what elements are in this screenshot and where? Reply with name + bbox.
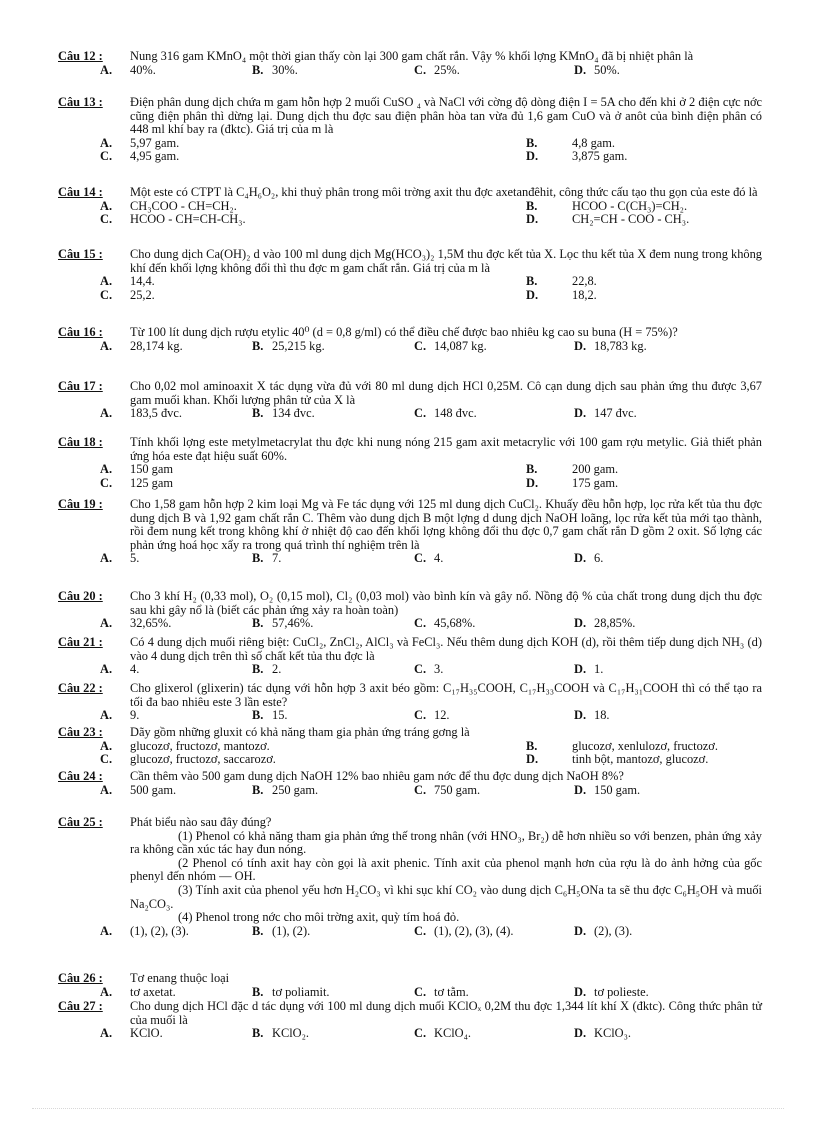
option-text: 15. xyxy=(272,708,288,723)
question-number: Câu 14 : xyxy=(58,185,103,199)
option-text: 14,087 kg. xyxy=(434,338,487,353)
option-text: 3. xyxy=(434,662,444,677)
option-text: 50%. xyxy=(594,62,620,77)
question-number: Câu 20 : xyxy=(58,589,103,603)
answer-option[interactable] xyxy=(574,64,762,78)
option-letter: C. xyxy=(414,782,427,797)
option-text: 18,783 kg. xyxy=(594,338,647,353)
answer-option[interactable] xyxy=(58,137,410,151)
option-letter: B. xyxy=(252,1026,264,1041)
answer-option[interactable] xyxy=(252,986,410,1000)
answer-option[interactable] xyxy=(414,617,586,631)
option-letter: A. xyxy=(100,135,113,150)
option-text: tơ axetat. xyxy=(130,984,176,999)
question-block xyxy=(58,380,762,421)
answer-options xyxy=(58,740,762,767)
answer-option[interactable] xyxy=(58,986,234,1000)
answer-option[interactable] xyxy=(58,784,234,798)
option-letter: A. xyxy=(100,616,113,631)
answer-options xyxy=(58,784,762,798)
option-text: HCOO - C(CH₃)=CH₂. xyxy=(572,198,688,213)
question-block xyxy=(58,682,762,723)
answer-options xyxy=(58,64,762,78)
answer-option[interactable] xyxy=(414,340,586,354)
option-text: 4,95 gam. xyxy=(130,149,180,164)
option-letter: B. xyxy=(526,135,538,150)
option-letter: C. xyxy=(100,149,113,164)
option-letter: D. xyxy=(526,752,539,767)
option-letter: B. xyxy=(252,708,264,723)
option-text: tinh bột, mantozơ, glucozơ. xyxy=(572,752,709,767)
option-text: 40%. xyxy=(130,62,156,77)
answer-option[interactable] xyxy=(58,1027,234,1041)
answer-option[interactable] xyxy=(574,340,762,354)
option-letter: B. xyxy=(252,984,264,999)
option-text: 4. xyxy=(130,662,140,677)
answer-option[interactable] xyxy=(252,552,410,566)
option-text: 12. xyxy=(434,708,450,723)
answer-option[interactable] xyxy=(58,200,410,214)
option-text: 32,65%. xyxy=(130,616,172,631)
answer-options xyxy=(58,709,762,723)
option-letter: D. xyxy=(574,662,587,677)
option-letter: C. xyxy=(414,338,427,353)
answer-option[interactable] xyxy=(252,784,410,798)
answer-option[interactable] xyxy=(526,477,762,491)
option-text: KClO₄. xyxy=(434,1026,472,1041)
option-text: 6. xyxy=(594,551,604,566)
answer-option[interactable] xyxy=(574,986,762,1000)
answer-option[interactable] xyxy=(574,709,762,723)
answer-option[interactable] xyxy=(58,340,234,354)
answer-options xyxy=(58,1027,762,1041)
option-letter: D. xyxy=(574,708,587,723)
option-text: 175 gam. xyxy=(572,475,619,490)
answer-option[interactable] xyxy=(58,709,234,723)
answer-option[interactable] xyxy=(252,663,410,677)
answer-option[interactable] xyxy=(58,740,410,754)
option-letter: A. xyxy=(100,662,113,677)
answer-option[interactable] xyxy=(574,784,762,798)
answer-option[interactable] xyxy=(526,753,762,767)
question-number: Câu 24 : xyxy=(58,769,103,783)
question-block xyxy=(58,248,762,302)
option-letter: D. xyxy=(526,475,539,490)
option-letter: A. xyxy=(100,984,113,999)
option-letter: D. xyxy=(526,212,539,227)
answer-option[interactable] xyxy=(414,925,586,939)
option-letter: B. xyxy=(252,62,264,77)
option-letter: D. xyxy=(574,551,587,566)
option-letter: D. xyxy=(574,406,587,421)
option-letter: B. xyxy=(526,738,538,753)
question-text: Tính khối lợng este metylmetacrylat thu đợc khi nung nóng 215 gam axit metacrylic với 100 gam rợu metylic. Giả thiết phản ứng hóa este đạt hiệu suất 60%. xyxy=(130,435,762,463)
answer-options xyxy=(58,986,762,1000)
question-number: Câu 26 : xyxy=(58,971,103,985)
statement-text: (3) Tính axit của phenol yếu hơn H₂CO₃ vì khi sục khí CO₂ vào dung dịch C₆H₅ONa ta sẽ thu đợc C₆H₅OH và muối Na₂CO₃. xyxy=(130,882,762,911)
question-text: Từ 100 lít dung dịch rượu etylic 40⁰ (d = 0,8 g/ml) có thể điều chế được bao nhiêu kg cao su buna (H = 75%)? xyxy=(130,325,678,339)
option-letter: C. xyxy=(414,406,427,421)
answer-options xyxy=(58,340,762,354)
option-letter: B. xyxy=(252,406,264,421)
option-text: 750 gam. xyxy=(434,782,481,797)
option-letter: D. xyxy=(574,1026,587,1041)
question-text: Cho dung dịch HCl đặc d tác dụng với 100 ml dung dịch muối KClOₓ 0,2M thu đợc 1,344 lít khí X (đktc). Công thức phân tử của muối là xyxy=(130,999,762,1027)
option-text: glucozơ, xenlulozơ, fructozơ. xyxy=(572,738,718,753)
option-letter: D. xyxy=(574,984,587,999)
question-text: Phát biểu nào sau đây đúng? xyxy=(130,815,272,829)
question-text: Có 4 dung dịch muối riêng biệt: CuCl₂, ZnCl₂, AlCl₃ và FeCl₃. Nếu thêm dung dịch KOH (d), rồi thêm tiếp dung dịch NH₃ (d) vào 4 dung dịch trên thì số chất kết tủa thu đợc là xyxy=(130,635,762,663)
statement-text: (4) Phenol trong nớc cho môi trờng axit, quỳ tím hoá đỏ. xyxy=(178,910,460,925)
answer-option[interactable] xyxy=(58,64,234,78)
page-bottom-divider xyxy=(32,1108,784,1109)
question-text: Cho dung dịch Ca(OH)₂ d vào 100 ml dung dịch Mg(HCO₃)₂ 1,5M thu đợc kết tủa X. Lọc thu kết tủa X đem nung trong không khí đến khối lợng không đổi thì thu đợc m gam chất rắn. Giá trị của m là xyxy=(130,247,762,275)
answer-option[interactable] xyxy=(526,150,762,164)
option-text: 134 đvc. xyxy=(272,406,315,421)
option-text: 183,5 đvc. xyxy=(130,406,182,421)
option-text: 148 đvc. xyxy=(434,406,477,421)
option-text: 125 gam xyxy=(130,475,174,490)
question-text: Cho 0,02 mol aminoaxit X tác dụng vừa đủ với 80 ml dung dịch HCl 0,25M. Cô cạn dung dịch sau phản ứng thu được 3,67 gam muối khan. Khối lượng phân tử của X là xyxy=(130,379,762,407)
answer-option[interactable] xyxy=(574,617,762,631)
question-number: Câu 19 : xyxy=(58,497,103,511)
option-letter: A. xyxy=(100,782,113,797)
question-block xyxy=(58,816,762,938)
option-letter: B. xyxy=(526,198,538,213)
option-letter: C. xyxy=(414,551,427,566)
option-letter: C. xyxy=(100,287,113,302)
option-letter: D. xyxy=(574,923,587,938)
option-letter: D. xyxy=(526,287,539,302)
option-text: tơ poliamit. xyxy=(272,984,330,999)
question-text: Cần thêm vào 500 gam dung dịch NaOH 12% bao nhiêu gam nớc để thu đợc dung dịch NaOH 8%? xyxy=(130,769,624,783)
option-letter: C. xyxy=(414,1026,427,1041)
question-block xyxy=(58,96,762,164)
answer-option[interactable] xyxy=(58,463,410,477)
answer-option[interactable] xyxy=(252,407,410,421)
option-text: 28,85%. xyxy=(594,616,636,631)
answer-option[interactable] xyxy=(574,663,762,677)
question-number: Câu 16 : xyxy=(58,325,103,339)
answer-option[interactable] xyxy=(574,552,762,566)
option-letter: C. xyxy=(100,475,113,490)
option-text: glucozơ, fructozơ, saccarozơ. xyxy=(130,752,276,767)
option-text: 150 gam xyxy=(130,462,174,477)
option-letter: D. xyxy=(574,338,587,353)
question-text: Cho glixerol (glixerin) tác dụng với hỗn hợp 3 axit béo gồm: C₁₇H₃₅COOH, C₁₇H₃₃COOH và C₁₇H₃₁COOH thì có thể tạo ra tối đa bao nhiêu este 3 lần este? xyxy=(130,681,762,709)
option-letter: B. xyxy=(252,338,264,353)
option-letter: B. xyxy=(252,551,264,566)
answer-option[interactable] xyxy=(58,552,234,566)
answer-option[interactable] xyxy=(58,753,410,767)
option-text: 9. xyxy=(130,708,140,723)
question-block xyxy=(58,972,762,999)
option-letter: C. xyxy=(100,752,113,767)
question-number: Câu 27 : xyxy=(58,999,103,1013)
answer-option[interactable] xyxy=(414,709,586,723)
answer-option[interactable] xyxy=(526,213,762,227)
option-letter: A. xyxy=(100,923,113,938)
option-text: (1), (2). xyxy=(272,923,311,938)
option-text: 22,8. xyxy=(572,274,597,289)
option-text: KClO₂. xyxy=(272,1026,310,1041)
option-text: 25,2. xyxy=(130,287,155,302)
question-block xyxy=(58,636,762,677)
option-text: CH₂=CH - COO - CH₃. xyxy=(572,212,690,227)
answer-option[interactable] xyxy=(574,1027,762,1041)
option-text: 5,97 gam. xyxy=(130,135,180,150)
option-letter: A. xyxy=(100,198,113,213)
option-letter: C. xyxy=(414,662,427,677)
question-text: Cho 1,58 gam hỗn hợp 2 kim loại Mg và Fe tác dụng với 125 ml dung dịch CuCl₂. Khuấy đều hỗn hợp, lọc rửa kết tủa thu đợc dung dịch B và 1,92 gam chất rắn C. Thêm vào dung dịch B một lợng d dung dịch NaOH loãng, lọc rửa kết tủa mới tạo thành, rồi đem nung kết trong không khí ở nhiệt độ cao đến khối lợng không đổi thu đợc 0,7 gam chất rắn D gồm 2 oxit. Số lợng các phản ứng hoá học xẩy ra trong quá trình thí nghiệm trên là xyxy=(130,497,762,552)
question-number: Câu 13 : xyxy=(58,95,103,109)
question-text: Một este có CTPT là C₄H₆O₂, khi thuỷ phân trong môi trờng axit thu đợc axetanđêhit, công thức cấu tạo thu gọn của este đó là xyxy=(130,185,758,199)
answer-option[interactable] xyxy=(58,663,234,677)
option-text: tơ tằm. xyxy=(434,984,469,999)
option-text: glucozơ, fructozơ, mantozơ. xyxy=(130,738,270,753)
question-text: Điện phân dung dịch chứa m gam hỗn hợp 2 muối CuSO ₄ và NaCl với cờng độ dòng điện I = 5A cho đến khi ở 2 điện cực nớc cũng điện phân thì dừng lại. Dung dịch thu đợc sau điện phân hòa tan vừa đủ 1,6 gam CuO và ở anôt của bình điện phân có 448 ml khí bay ra (đktc). Giá trị của m là xyxy=(130,95,762,137)
option-text: 2. xyxy=(272,662,282,677)
question-block xyxy=(58,1000,762,1041)
question-block xyxy=(58,590,762,631)
question-block xyxy=(58,726,762,767)
question-text: Nung 316 gam KMnO₄ một thời gian thấy còn lại 300 gam chất rắn. Vậy % khối lợng KMnO₄ đã bị nhiệt phân là xyxy=(130,49,694,63)
question-block xyxy=(58,498,762,566)
option-letter: A. xyxy=(100,462,113,477)
answer-option[interactable] xyxy=(58,617,234,631)
option-text: 150 gam. xyxy=(594,782,641,797)
answer-option[interactable] xyxy=(414,663,586,677)
option-letter: A. xyxy=(100,738,113,753)
statement-paragraph xyxy=(130,830,762,857)
answer-option[interactable] xyxy=(414,784,586,798)
question-block xyxy=(58,326,762,353)
answer-option[interactable] xyxy=(414,407,586,421)
answer-options xyxy=(58,617,762,631)
option-letter: C. xyxy=(414,923,427,938)
option-text: KClO₃. xyxy=(594,1026,632,1041)
answer-options xyxy=(58,463,762,490)
answer-option[interactable] xyxy=(526,463,762,477)
option-text: (1), (2), (3), (4). xyxy=(434,923,514,938)
option-letter: D. xyxy=(526,149,539,164)
option-text: HCOO - CH=CH-CH₃. xyxy=(130,212,246,227)
option-text: 1. xyxy=(594,662,604,677)
question-number: Câu 22 : xyxy=(58,681,103,695)
option-letter: B. xyxy=(526,274,538,289)
option-text: 25%. xyxy=(434,62,460,77)
option-letter: A. xyxy=(100,1026,113,1041)
answer-options xyxy=(58,137,762,164)
option-letter: B. xyxy=(526,462,538,477)
question-block xyxy=(58,50,762,77)
answer-options xyxy=(58,925,762,939)
answer-option[interactable] xyxy=(58,150,410,164)
option-text: 4,8 gam. xyxy=(572,135,616,150)
option-letter: B. xyxy=(252,923,264,938)
option-text: 45,68%. xyxy=(434,616,476,631)
answer-option[interactable] xyxy=(252,617,410,631)
option-letter: C. xyxy=(414,708,427,723)
answer-option[interactable] xyxy=(252,925,410,939)
answer-option[interactable] xyxy=(414,552,586,566)
answer-option[interactable] xyxy=(252,1027,410,1041)
statement-text: (2 Phenol có tính axit hay còn gọi là axit phenic. Tính axit của phenol mạnh hơn của rợu là do ảnh hởng của gốc phenyl đến nhóm — OH. xyxy=(130,855,762,884)
option-letter: C. xyxy=(100,212,113,227)
answer-option[interactable] xyxy=(574,407,762,421)
answer-option[interactable] xyxy=(414,1027,586,1041)
question-number: Câu 18 : xyxy=(58,435,103,449)
answer-option[interactable] xyxy=(58,289,410,303)
option-text: 18,2. xyxy=(572,287,597,302)
option-text: 30%. xyxy=(272,62,298,77)
answer-option[interactable] xyxy=(526,275,762,289)
answer-option[interactable] xyxy=(414,986,586,1000)
answer-option[interactable] xyxy=(58,213,410,227)
option-text: 250 gam. xyxy=(272,782,319,797)
option-letter: A. xyxy=(100,551,113,566)
answer-option[interactable] xyxy=(526,289,762,303)
question-text: Cho 3 khí H₂ (0,33 mol), O₂ (0,15 mol), Cl₂ (0,03 mol) vào bình kín và gây nổ. Nồng độ % của chất trong dung dịch thu đợc sau khi gây nổ là (biết các phản ứng xảy ra hoàn toàn) xyxy=(130,589,762,617)
answer-option[interactable] xyxy=(526,740,762,754)
option-text: 14,4. xyxy=(130,274,155,289)
option-text: CH₃COO - CH=CH₂. xyxy=(130,198,237,213)
question-block xyxy=(58,186,762,227)
option-letter: A. xyxy=(100,338,113,353)
answer-options xyxy=(58,275,762,302)
option-text: 200 gam. xyxy=(572,462,619,477)
question-text: Tơ enang thuộc loại xyxy=(130,971,230,985)
option-text: 28,174 kg. xyxy=(130,338,183,353)
answer-option[interactable] xyxy=(252,709,410,723)
option-letter: D. xyxy=(574,62,587,77)
option-text: (1), (2), (3). xyxy=(130,923,189,938)
option-text: KClO. xyxy=(130,1026,163,1041)
answer-option[interactable] xyxy=(58,925,234,939)
statement-paragraph xyxy=(130,884,762,911)
answer-options xyxy=(58,407,762,421)
answer-option[interactable] xyxy=(58,407,234,421)
answer-option[interactable] xyxy=(526,200,762,214)
answer-option[interactable] xyxy=(526,137,762,151)
statement-paragraph xyxy=(130,911,762,925)
option-letter: B. xyxy=(252,662,264,677)
option-letter: B. xyxy=(252,616,264,631)
option-letter: A. xyxy=(100,406,113,421)
answer-options xyxy=(58,663,762,677)
option-text: 4. xyxy=(434,551,444,566)
answer-option[interactable] xyxy=(58,477,410,491)
question-text: Dãy gồm những gluxit có khả năng tham gia phản ứng tráng gơng là xyxy=(130,725,470,739)
option-letter: A. xyxy=(100,274,113,289)
option-text: 57,46%. xyxy=(272,616,314,631)
option-letter: C. xyxy=(414,984,427,999)
question-block xyxy=(58,436,762,490)
option-text: 5. xyxy=(130,551,140,566)
question-block xyxy=(58,770,762,797)
question-number: Câu 23 : xyxy=(58,725,103,739)
answer-option[interactable] xyxy=(58,275,410,289)
option-letter: B. xyxy=(252,782,264,797)
option-text: 18. xyxy=(594,708,610,723)
option-text: 147 đvc. xyxy=(594,406,637,421)
option-text: 3,875 gam. xyxy=(572,149,628,164)
question-number: Câu 15 : xyxy=(58,247,103,261)
option-letter: D. xyxy=(574,782,587,797)
statement-text: (1) Phenol có khả năng tham gia phản ứng thế trong nhân (với HNO₃, Br₂) dễ hơn nhiều so với benzen, phản ứng xảy ra không cần xúc tác hay đun nóng. xyxy=(130,828,762,857)
question-number: Câu 17 : xyxy=(58,379,103,393)
answer-option[interactable] xyxy=(414,64,586,78)
option-text: 500 gam. xyxy=(130,782,177,797)
question-number: Câu 21 : xyxy=(58,635,103,649)
answer-option[interactable] xyxy=(574,925,762,939)
option-text: 25,215 kg. xyxy=(272,338,325,353)
answer-options xyxy=(58,200,762,227)
option-text: tơ polieste. xyxy=(594,984,649,999)
option-letter: C. xyxy=(414,616,427,631)
answer-options xyxy=(58,552,762,566)
answer-option[interactable] xyxy=(252,340,410,354)
question-number: Câu 12 : xyxy=(58,49,103,63)
option-letter: D. xyxy=(574,616,587,631)
option-letter: A. xyxy=(100,708,113,723)
option-text: (2), (3). xyxy=(594,923,633,938)
option-letter: C. xyxy=(414,62,427,77)
option-letter: A. xyxy=(100,62,113,77)
option-text: 7. xyxy=(272,551,282,566)
answer-option[interactable] xyxy=(252,64,410,78)
statement-paragraph xyxy=(130,857,762,884)
question-number: Câu 25 : xyxy=(58,815,103,829)
